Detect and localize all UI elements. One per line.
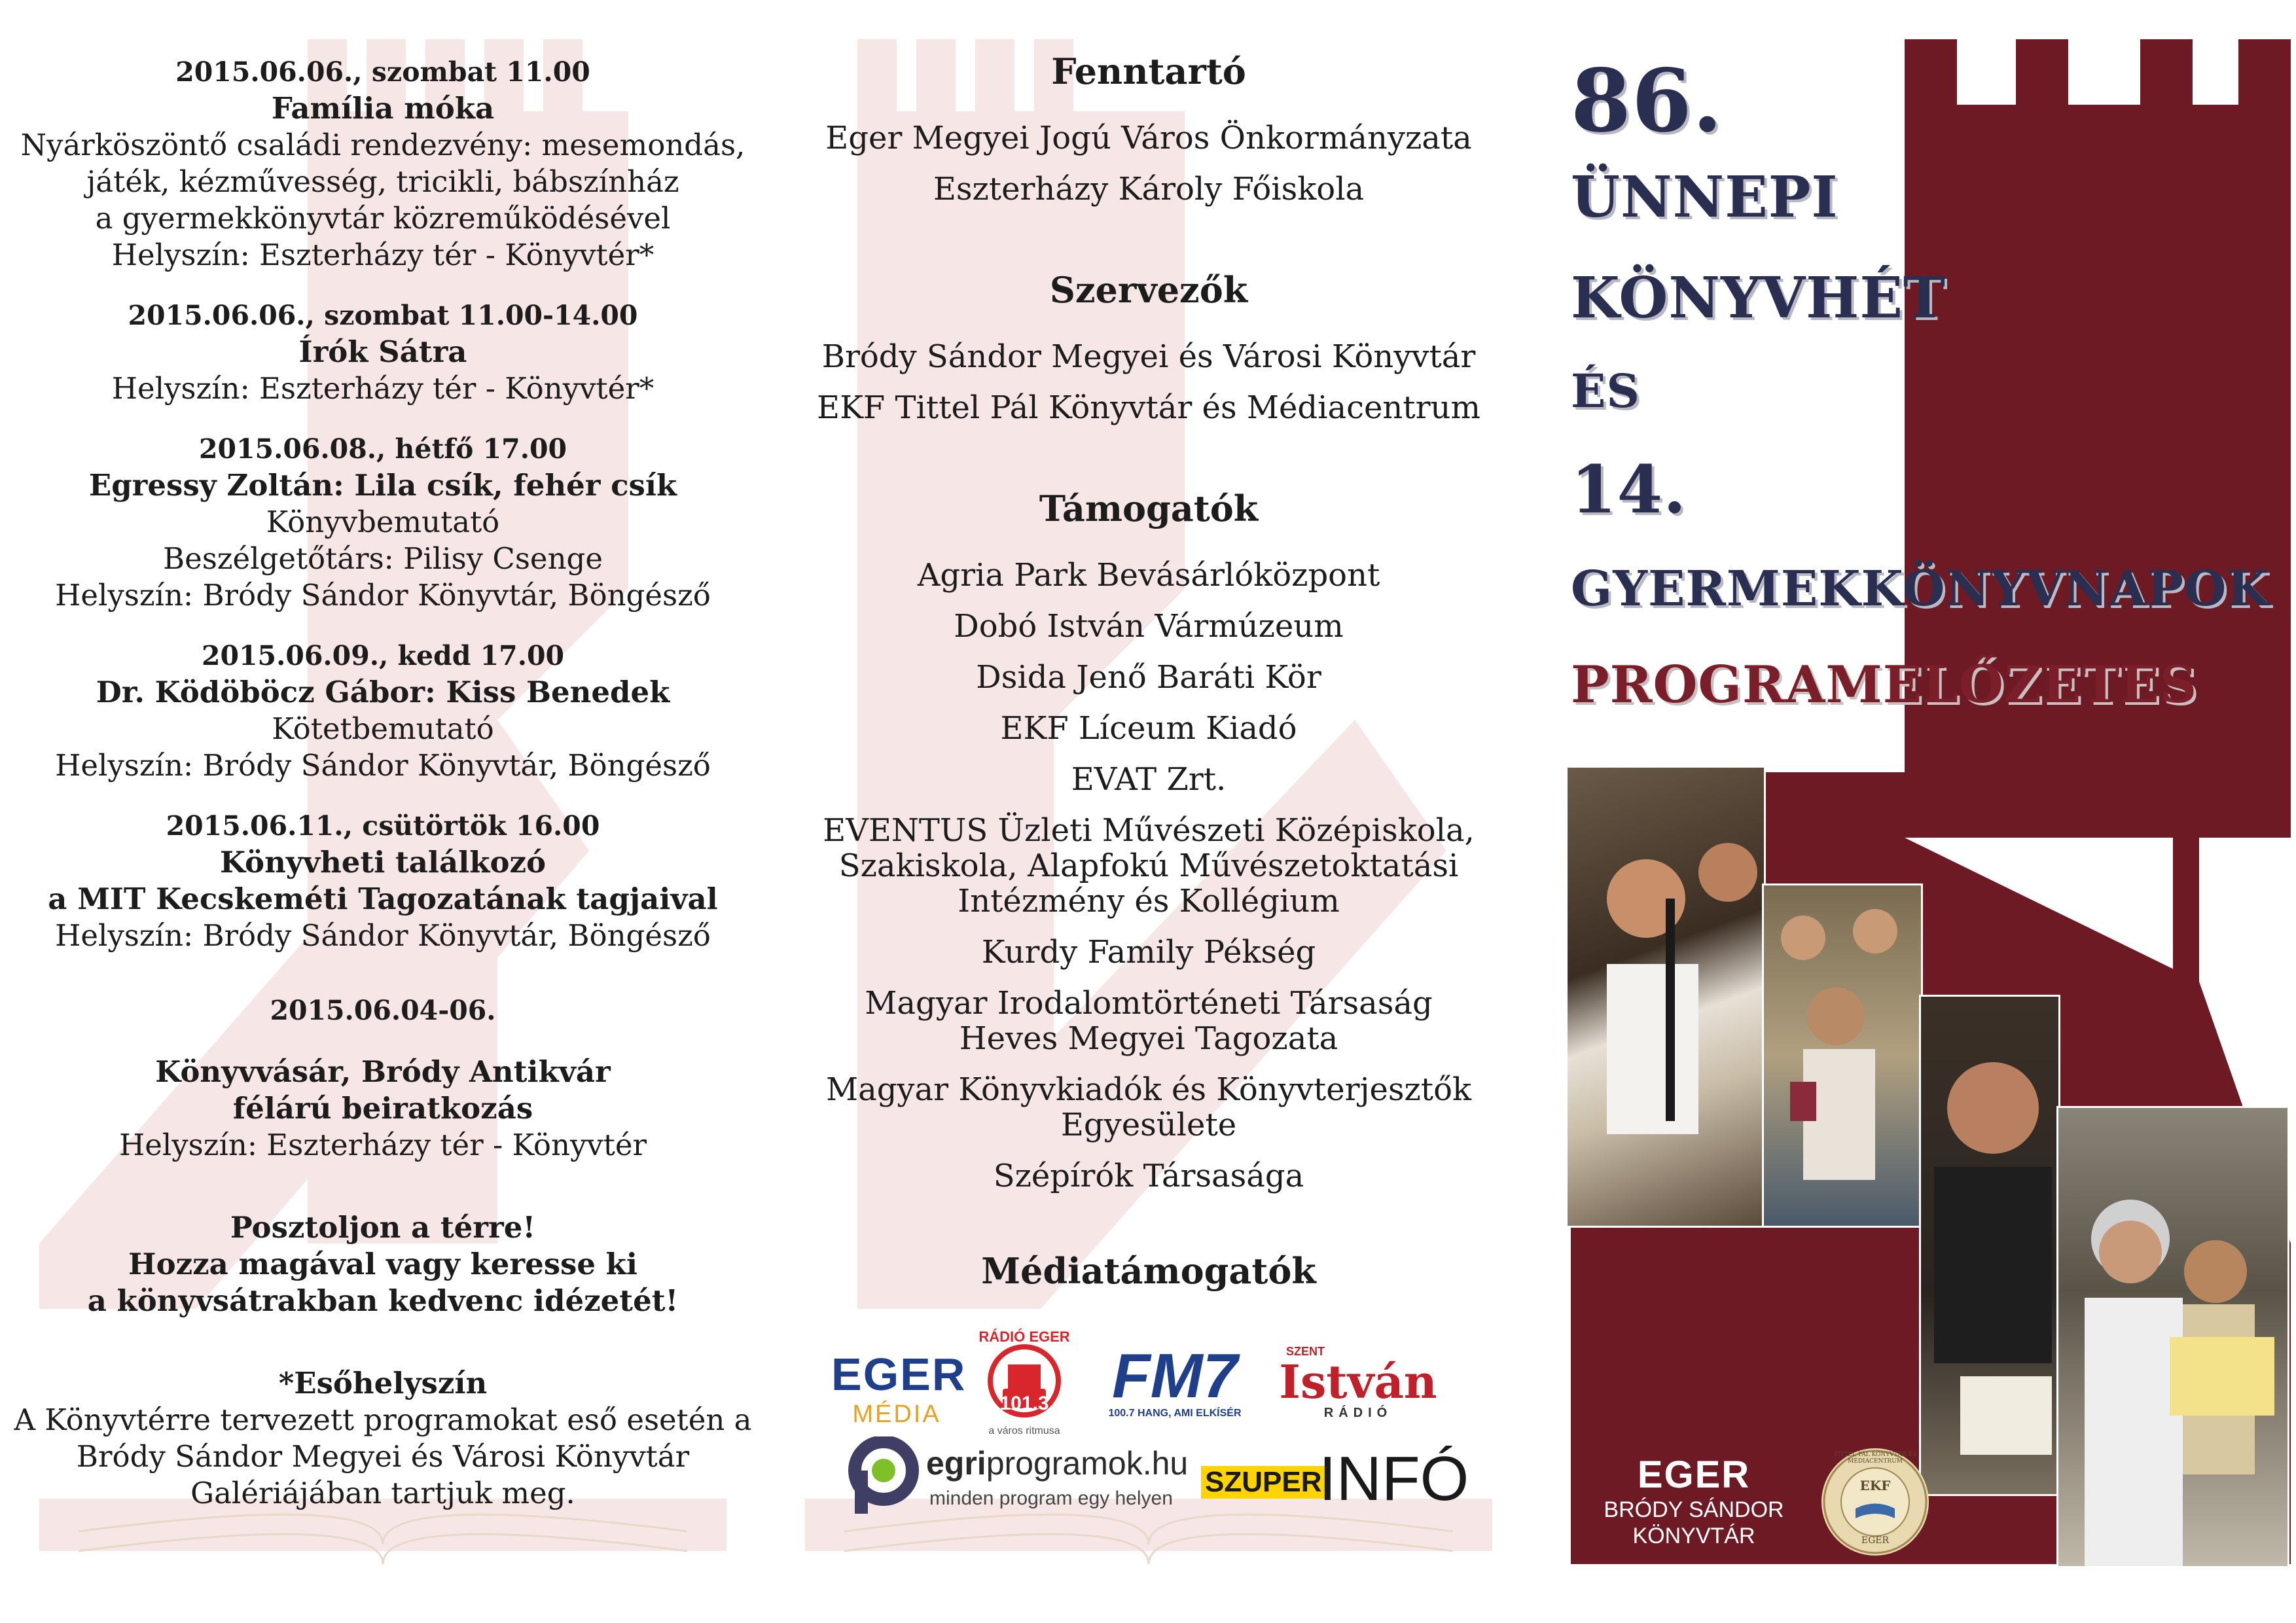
- radio-eger-frequency: 101.3: [999, 1393, 1049, 1414]
- event-title: Dr. Ködöböcz Gábor: Kiss Benedek: [96, 675, 670, 709]
- cover-title-programelozetes: PROGRAMELŐZETES: [1571, 655, 2198, 715]
- egriprogramok-name-bold: egri: [926, 1445, 986, 1482]
- section-item: Bródy Sándor Megyei és Városi Könyvtár: [821, 338, 1476, 375]
- event-title: Família móka: [271, 91, 495, 126]
- event-title-line2: félárú beiratkozás: [232, 1091, 533, 1126]
- cover-title-konyvhet: KÖNYVHÉT: [1571, 265, 1946, 331]
- szent-istvan-radio-logo: [1273, 1345, 1443, 1421]
- radio-eger-arc-text: RÁDIÓ EGER: [978, 1329, 1070, 1345]
- section-item-line: Magyar Irodalomtörténeti Társaság: [865, 985, 1433, 1022]
- rain-line: Bródy Sándor Megyei és Városi Könyvtár: [76, 1439, 690, 1474]
- photo-musicians: [1566, 766, 1766, 1228]
- section-item: Agria Park Bevásárlóközpont: [917, 557, 1380, 594]
- event-title: Egressy Zoltán: Lila csík, fehér csík: [88, 468, 677, 503]
- event-title: Könyvvásár, Bródy Antikvár: [155, 1054, 611, 1089]
- cover-edition-number: 86.: [1571, 50, 1723, 152]
- event-line: Könyvbemutató: [266, 505, 500, 539]
- panel-programs: [0, 0, 766, 1623]
- section-item: Eszterházy Károly Főiskola: [933, 171, 1365, 207]
- egriprogramok-p-icon: [848, 1436, 920, 1515]
- rain-location-note: [0, 1365, 766, 1512]
- event-familia-moka: [0, 54, 766, 274]
- rain-title: *Esőhelyszín: [278, 1366, 488, 1400]
- panel-cover: [1532, 0, 2296, 1623]
- szent-istvan-name: István: [1279, 1355, 1437, 1409]
- media-sponsors-title: Médiatámogatók: [981, 1250, 1316, 1292]
- section-item: Dobó István Vármúzeum: [954, 608, 1344, 645]
- section-item: Eger Megyei Jogú Város Önkormányzata: [825, 120, 1472, 156]
- ekf-library-seal: [1820, 1446, 1931, 1558]
- ekf-seal-ring: TITTEL PÁL KÖNYVTÁR ÉS MÉDIACENTRUM: [1833, 1452, 1917, 1465]
- section-title: Támogatók: [1039, 488, 1259, 529]
- eger-media-bottom: MÉDIA: [852, 1400, 941, 1428]
- photo-readers-crowd: [1762, 883, 1923, 1228]
- event-kodoboncz: [0, 637, 766, 784]
- event-title: Írók Sátra: [298, 334, 467, 369]
- section-tamogatok: [766, 484, 1532, 1202]
- event-line: Helyszín: Bródy Sándor Könyvtár, Böngésző: [55, 578, 711, 613]
- section-item: EKF Tittel Pál Könyvtár és Médiacentrum: [817, 389, 1480, 426]
- egriprogramok-slogan: minden program egy helyen: [929, 1488, 1173, 1509]
- event-line: Helyszín: Bródy Sándor Könyvtár, Böngésző: [55, 748, 711, 783]
- event-line: Helyszín: Eszterházy tér - Könyvtér: [118, 1128, 647, 1162]
- event-line: Helyszín: Bródy Sándor Könyvtár, Böngésző: [55, 918, 711, 953]
- brody-logo-line2: KÖNYVTÁR: [1632, 1524, 1755, 1548]
- event-line: Kötetbemutató: [272, 711, 494, 746]
- section-item-line: Szakiskola, Alapfokú Művészetoktatási: [838, 847, 1459, 884]
- event-line: Beszélgetőtárs: Pilisy Csenge: [163, 541, 603, 576]
- section-item-multiline: [766, 1064, 1532, 1150]
- fm7-slogan: 100.7 HANG, AMI ELKÍSÉR: [1108, 1408, 1242, 1419]
- program-list: [0, 54, 766, 1512]
- sponsor-lists: [766, 47, 1532, 1253]
- photo-musicians-illustration: [1568, 768, 1764, 1226]
- fm7-logo: [1096, 1341, 1253, 1419]
- rain-line: A Könyvtérre tervezett programokat eső esetén a: [14, 1402, 752, 1437]
- event-egressy: [0, 431, 766, 614]
- panel-sponsors: [766, 0, 1532, 1623]
- egriprogramok-name-rest: programok.hu: [986, 1445, 1189, 1482]
- event-date: 2015.06.06., szombat 11.00-14.00: [128, 300, 638, 331]
- szent-istvan-radio: RÁDIÓ: [1323, 1406, 1393, 1420]
- section-item: Szépírók Társasága: [993, 1158, 1304, 1194]
- event-line: Helyszín: Eszterházy tér - Könyvtér*: [111, 238, 655, 272]
- brody-logo-eger: EGER: [1637, 1454, 1751, 1496]
- event-line: Nyárköszöntő családi rendezvény: mesemondás,: [20, 128, 745, 162]
- section-fenntarto: [766, 47, 1532, 215]
- szuperinfo-logo: [1201, 1444, 1469, 1518]
- event-date: 2015.06.08., hétfő 17.00: [198, 433, 567, 465]
- section-item-line: EVENTUS Üzleti Művészeti Középiskola,: [823, 812, 1475, 849]
- section-szervezok: [766, 266, 1532, 433]
- photo-grandmother-child: [2056, 1106, 2289, 1568]
- section-title: Szervezők: [1049, 269, 1248, 311]
- egriprogramok-logo: [848, 1436, 1188, 1522]
- section-item: Kurdy Family Pékség: [981, 934, 1316, 971]
- cover-title: [1571, 52, 2270, 721]
- event-line: a gyermekkönyvtár közreműködésével: [95, 201, 671, 236]
- cover-edition-number-2: 14.: [1571, 451, 1687, 528]
- photo-author-illustration: [1921, 997, 2058, 1494]
- event-date: 2015.06.04-06.: [270, 995, 496, 1026]
- fm7-name: FM7: [1112, 1341, 1238, 1411]
- section-item-line: Egyesülete: [1060, 1107, 1237, 1143]
- eger-media-top: EGER: [831, 1349, 967, 1400]
- brody-sandor-library-logo: [1596, 1453, 1792, 1549]
- event-line: Helyszín: Eszterházy tér - Könyvtér*: [111, 371, 655, 406]
- section-item-multiline: [766, 805, 1532, 927]
- egriprogramok-name: [926, 1444, 1188, 1482]
- invite-line: Posztoljon a térre!: [230, 1210, 536, 1245]
- ekf-seal-bottom: EGER: [1861, 1535, 1890, 1546]
- rain-line: Galériájában tartjuk meg.: [190, 1476, 575, 1510]
- radio-eger-logo: [975, 1329, 1073, 1440]
- event-date: 2015.06.09., kedd 17.00: [201, 640, 565, 671]
- section-item-line: Magyar Könyvkiadók és Könyvterjesztők: [825, 1071, 1472, 1108]
- event-konyvvasar: [0, 992, 766, 1164]
- photo-readers-illustration: [1764, 885, 1921, 1226]
- section-title: Fenntartó: [1051, 50, 1246, 92]
- section-item-multiline: [766, 978, 1532, 1064]
- brody-logo-line1: BRÓDY SÁNDOR: [1604, 1497, 1784, 1522]
- eger-media-logo: [831, 1348, 967, 1429]
- radio-eger-slogan: a város ritmusa: [988, 1425, 1060, 1436]
- cover-title-es: ÉS: [1571, 364, 1640, 418]
- event-konyvheti-talalkozo: [0, 808, 766, 954]
- szent-istvan-szent: SZENT: [1286, 1345, 1325, 1358]
- cover-title-unnepi: ÜNNEPI: [1571, 164, 1839, 230]
- event-line: játék, kézművesség, tricikli, bábszínház: [86, 164, 679, 199]
- event-date: 2015.06.11., csütörtök 16.00: [166, 810, 600, 842]
- cover-title-gyermekkonyvnapok: GYERMEKKÖNYVNAPOK: [1571, 561, 2270, 617]
- invite-line: a könyvsátrakban kedvenc idézetét!: [87, 1283, 679, 1318]
- section-item: EKF Líceum Kiadó: [1000, 710, 1297, 747]
- section-item: EVAT Zrt.: [1071, 761, 1227, 798]
- ekf-seal-center: EKF: [1859, 1478, 1891, 1493]
- section-item-line: Heves Megyei Tagozata: [959, 1020, 1338, 1057]
- event-title: Könyvheti találkozó: [219, 845, 547, 880]
- invite-callout: [0, 1209, 766, 1319]
- szuperinfo-left: SZUPER: [1201, 1466, 1325, 1499]
- photo-author-signing: [1919, 995, 2060, 1496]
- invite-line: Hozza magával vagy keresse ki: [128, 1247, 637, 1281]
- section-item-line: Intézmény és Kollégium: [958, 883, 1340, 919]
- szuperinfo-right: INFÓ: [1319, 1444, 1469, 1514]
- event-title-line2: a MIT Kecskeméti Tagozatának tagjaival: [48, 882, 718, 916]
- section-item: Dsida Jenő Baráti Kör: [976, 659, 1321, 696]
- event-date: 2015.06.06., szombat 11.00: [175, 56, 590, 88]
- event-irok-satra: [0, 297, 766, 407]
- photo-grandmother-illustration: [2058, 1108, 2287, 1566]
